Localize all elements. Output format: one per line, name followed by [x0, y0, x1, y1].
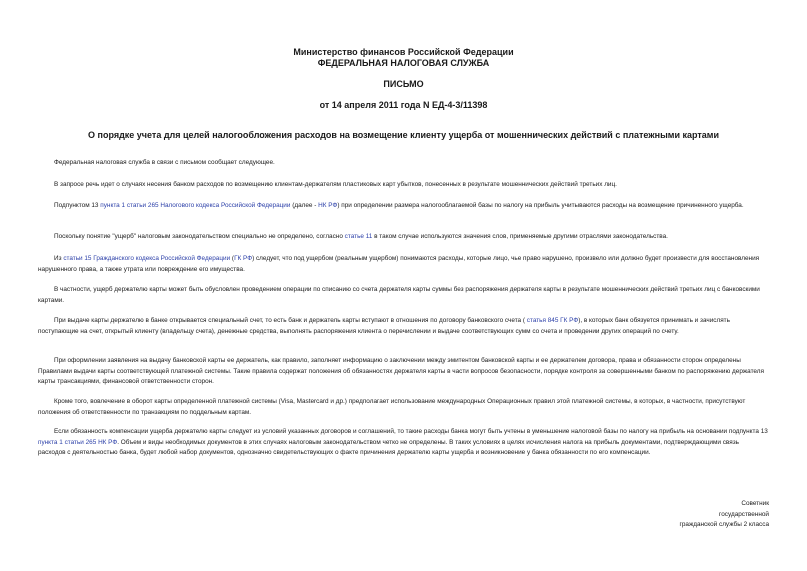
paragraph-text: (далее -	[290, 202, 319, 209]
document-title: О порядке учета для целей налогообложения расходов на возмещение клиенту ущерба от мошеннических действий с платежными картами	[88, 130, 719, 140]
paragraph-2	[38, 180, 768, 191]
paragraph-text: Кроме того, вовлечение в оборот карты определенной платежной системы (Visa, Mastercard и др.) предполагает использование международных Операционных правил этой платежной системы, в которых, в частности, присутствуют положения об ответственности по транзакциям по поддельным картам.	[38, 398, 746, 416]
paragraph-4	[38, 232, 768, 243]
paragraph-text: в таком случае используются значения слов, применяемые другими отраслями законодательства.	[372, 233, 668, 240]
paragraph-7	[38, 316, 768, 337]
service-name: ФЕДЕРАЛЬНАЯ НАЛОГОВАЯ СЛУЖБА	[317, 58, 490, 68]
paragraph-text: ) следует, что под ущербом (реальным ущербом) понимаются расходы, которые лицо, чье право нарушено, произвело или должно будет произвести для восстановления нарушенного права, а также утрата или повреждение его имущества.	[38, 255, 760, 273]
paragraph-text: Если обязанность компенсации ущерба держателю карты следует из условий указанных договоров и соглашений, то такие расходы банка могут быть учтены в уменьшение налоговой базы по налогу на прибыль на основании подпункта 13	[54, 428, 768, 435]
paragraph-text: Подпунктом 13	[54, 202, 101, 209]
link-article-265-tax-code[interactable]: пункта 1 статьи 265 Налогового кодекса Российской Федерации	[100, 202, 291, 209]
paragraph-1	[38, 158, 768, 169]
paragraph-5	[38, 254, 768, 275]
document-type: ПИСЬМО	[383, 79, 424, 89]
paragraph-text: В запросе речь идет о случаях несения банком расходов по возмещению клиентам-держателям пластиковых карт убытков, понесенных в результате мошеннических действий третьих лиц.	[54, 181, 617, 188]
paragraph-9	[38, 397, 768, 418]
document-date-number: от 14 апреля 2011 года N ЕД-4-3/11398	[319, 100, 488, 110]
ministry-name: Министерство финансов Российской Федерации	[293, 47, 514, 57]
link-tax-code[interactable]: НК РФ	[318, 202, 338, 209]
link-article-11[interactable]: статье 11	[344, 233, 373, 240]
paragraph-text: . Объем и виды необходимых документов в этих случаях налоговым законодательством четко не определены. В таких условиях в целях исчисления налога на прибыль документами, подтверждающими связь расходов с деятельностью банка, будет любой набор документов, однозначно свидетельствующих о факте причинения держателю карты ущерба и возникновение у банка обязанности по его компенсации.	[38, 438, 739, 456]
paragraph-text: ), в которых банк обязуется принимать и зачислять поступающие на счет, открытый клиенту (владельцу счета), денежные средства, выполнять распоряжения клиента о перечислении и выдаче соответствующих сумм со счета и проведении других операций по счету.	[38, 317, 730, 335]
link-article-15-civil-code[interactable]: статьи 15 Гражданского кодекса Российской Федерации	[63, 255, 231, 262]
paragraph-text: Федеральная налоговая служба в связи с письмом сообщает следующее.	[54, 159, 275, 166]
paragraph-10	[38, 427, 768, 459]
paragraph-8	[38, 356, 768, 388]
link-article-265-tax-code-2[interactable]: пункта 1 статьи 265 НК РФ	[38, 438, 118, 446]
paragraph-text: При оформлении заявления на выдачу банковской карты ее держатель, как правило, заполняет информацию о заключении между эмитентом банковской карты и ее держателем договора, права и обязанности сторон определены Правилами выдачи карты соответствующей платежной системы. Такие правила содержат положения об обязанностях держателя карты в части вопросов безопасности, порядке контроля за совершенными банком по распоряжению держателя карты трансакциями, финансовой ответственности сторон.	[38, 357, 764, 385]
link-civil-code[interactable]: ГК РФ	[234, 255, 253, 262]
paragraph-text: ) при определении размера налогооблагаемой базы по налогу на прибыль учитываются расходы на возмещение причиненного ущерба.	[337, 202, 744, 209]
paragraph-text: (	[230, 255, 235, 262]
paragraph-text: Из	[54, 255, 64, 262]
signature-line-2: государственной	[719, 510, 769, 518]
signature-line-3: гражданской службы 2 класса	[679, 521, 769, 528]
signature-line-1: Советник	[741, 500, 769, 507]
paragraph-text: Поскольку понятие "ущерб" налоговым законодательством специально не определено, согласно	[54, 233, 345, 240]
paragraph-text: В частности, ущерб держателю карты может быть обусловлен проведением операции по списанию со счета держателя карты суммы без распоряжения держателя карты в результате мошеннических действий третьих лиц с банковскими картами.	[38, 286, 760, 304]
signature-block	[680, 499, 769, 531]
paragraph-3	[38, 201, 768, 212]
link-article-845-civil-code[interactable]: статья 845 ГК РФ	[526, 317, 579, 324]
paragraph-6	[38, 285, 768, 306]
paragraph-text: При выдаче карты держателю в банке открывается специальный счет, то есть банк и держатель карты вступают в отношения по договору банковского счета (	[54, 317, 527, 324]
